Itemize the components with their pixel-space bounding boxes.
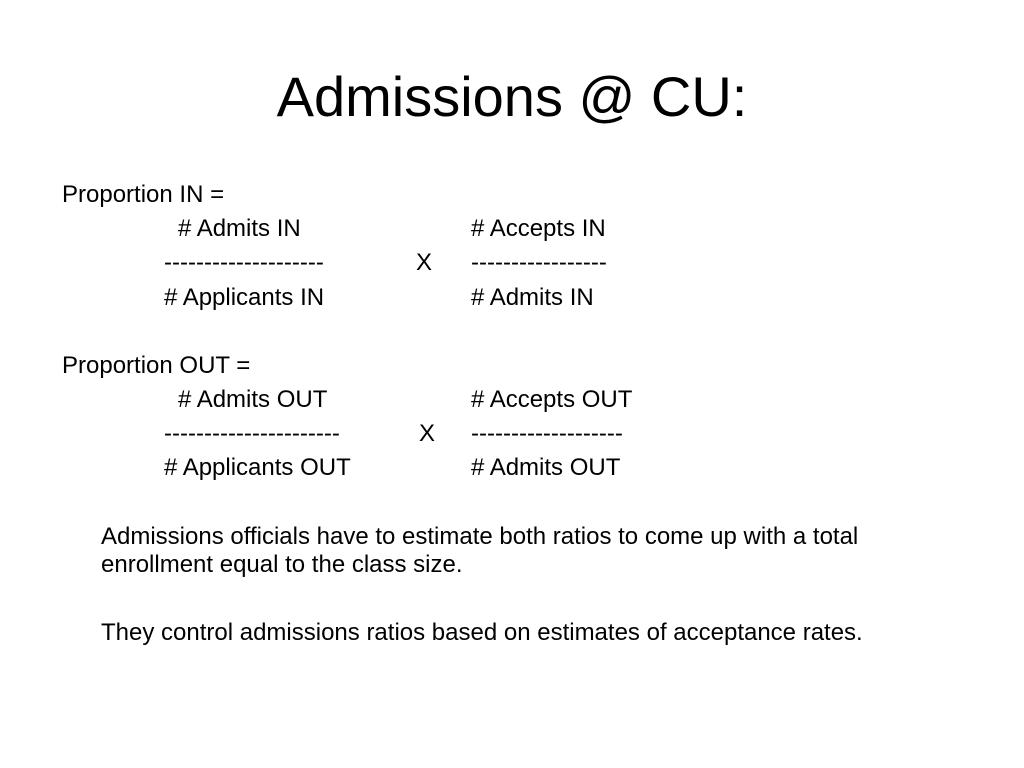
out-fraction-bar-left: ---------------------- (164, 420, 340, 447)
out-applicants-denominator: # Applicants OUT (164, 454, 351, 481)
proportion-out-heading: Proportion OUT = (62, 352, 251, 379)
in-applicants-denominator: # Applicants IN (164, 284, 325, 311)
in-admits-numerator: # Admits IN (178, 215, 301, 242)
proportion-in-heading: Proportion IN = (62, 181, 225, 208)
in-admits-denominator: # Admits IN (471, 284, 594, 311)
paragraph-estimate-ratios: Admissions officials have to estimate both ratios to come up with a total enrollment equal to the class size. (101, 523, 859, 578)
paragraph-control-ratios: They control admissions ratios based on estimates of acceptance rates. (101, 619, 863, 646)
out-admits-numerator: # Admits OUT (178, 386, 328, 413)
in-multiply-sign: X (416, 249, 433, 276)
out-admits-denominator: # Admits OUT (471, 454, 621, 481)
slide-title: Admissions @ CU: (276, 65, 748, 128)
out-fraction-bar-right: ------------------- (471, 420, 623, 447)
in-fraction-bar-left: -------------------- (164, 249, 324, 276)
in-accepts-numerator: # Accepts IN (471, 215, 606, 242)
out-multiply-sign: X (419, 420, 436, 447)
out-accepts-numerator: # Accepts OUT (471, 386, 633, 413)
in-fraction-bar-right: ----------------- (471, 249, 607, 276)
